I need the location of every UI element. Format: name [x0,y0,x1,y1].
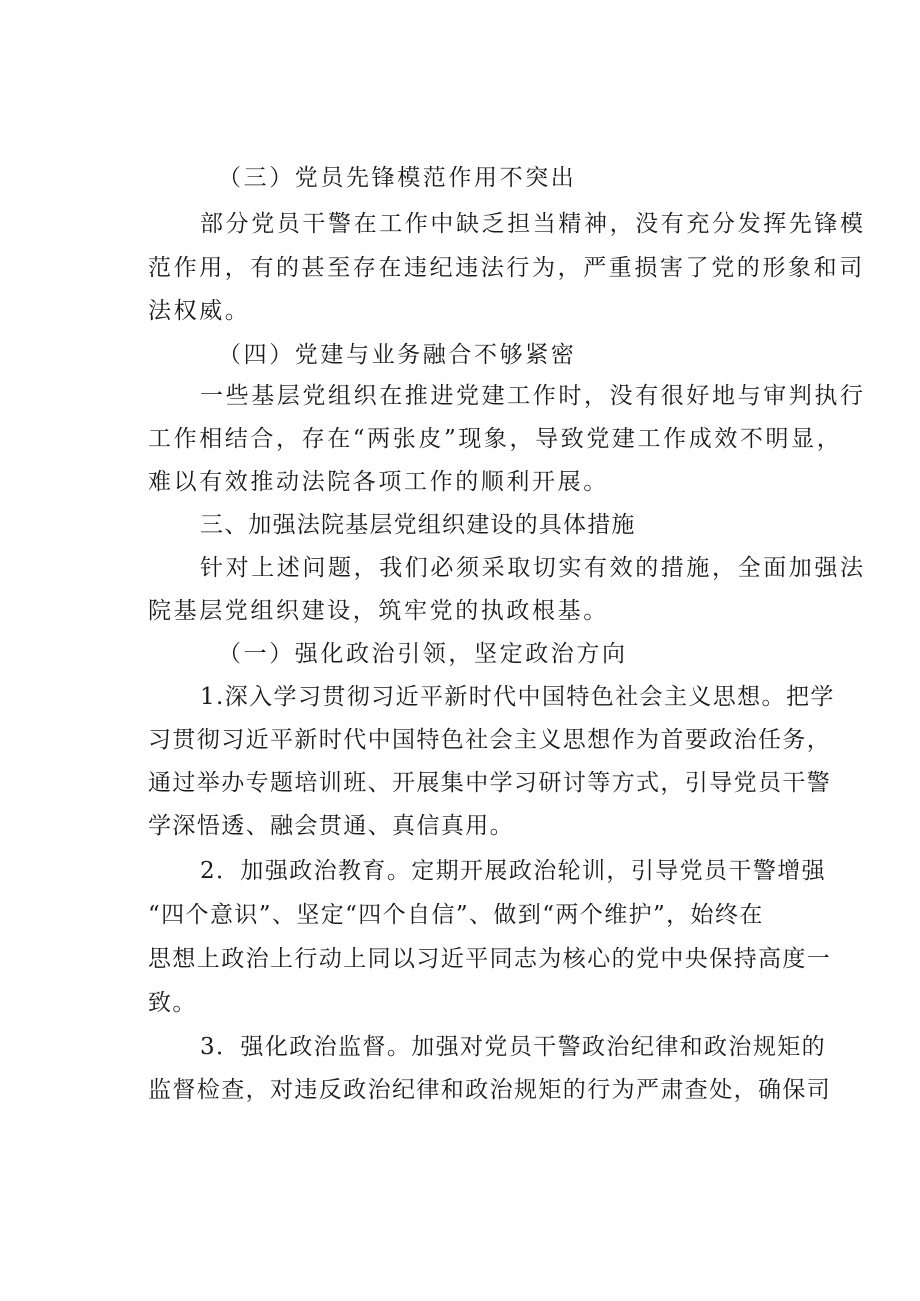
measure1-subheading: （一）强化政治引领，坚定政治方向 [218,641,628,667]
section3-para-line-3: 法权威。 [148,298,251,324]
part3-intro-line-1: 针对上述问题，我们必须采取切实有效的措施，全面加强法 [200,555,866,581]
section3-para-line-2: 范作用，有的甚至存在违纪违法行为，严重损害了党的形象和司 [148,255,865,281]
section4-para-line-2: 工作相结合，存在“两张皮”现象，导致党建工作成效不明显， [148,426,843,452]
section3-para-line-1: 部分党员干警在工作中缺乏担当精神，没有充分发挥先锋模 [200,211,866,237]
item1-line-1: 1.深入学习贯彻习近平新时代中国特色社会主义思想。把学 [200,684,835,710]
section4-subheading: （四）党建与业务融合不够紧密 [218,342,577,368]
item3-line-1: 3．强化政治监督。加强对党员干警政治纪律和政治规矩的 [200,1034,827,1060]
item2-line-4: 致。 [148,990,197,1016]
part3-heading: 三、加强法院基层党组织建设的具体措施 [200,512,636,538]
section3-subheading: （三）党员先锋模范作用不突出 [218,165,577,191]
part3-intro-line-2: 院基层党组织建设，筑牢党的执政根基。 [148,598,609,624]
section4-para-line-1: 一些基层党组织在推进党建工作时，没有很好地与审判执行 [200,383,866,409]
item3-line-2: 监督检查，对违反政治纪律和政治规矩的行为严肃查处，确保司 [148,1077,832,1103]
item2-line-3: 思想上政治上行动上同以习近平同志为核心的党中央保持高度一 [148,946,832,972]
item1-line-4: 学深悟透、融会贯通、真信真用。 [148,813,514,839]
item1-line-2: 习贯彻习近平新时代中国特色社会主义思想作为首要政治任务， [148,727,832,753]
item2-line-1: 2．加强政治教育。定期开展政治轮训，引导党员干警增强 [200,858,827,884]
item2-line-2: “四个意识”、坚定“四个自信”、做到“两个维护”，始终在 [148,902,764,928]
section4-para-line-3: 难以有效推动法院各项工作的顺利开展。 [148,469,609,495]
item1-line-3: 通过举办专题培训班、开展集中学习研讨等方式，引导党员干警 [148,770,832,796]
